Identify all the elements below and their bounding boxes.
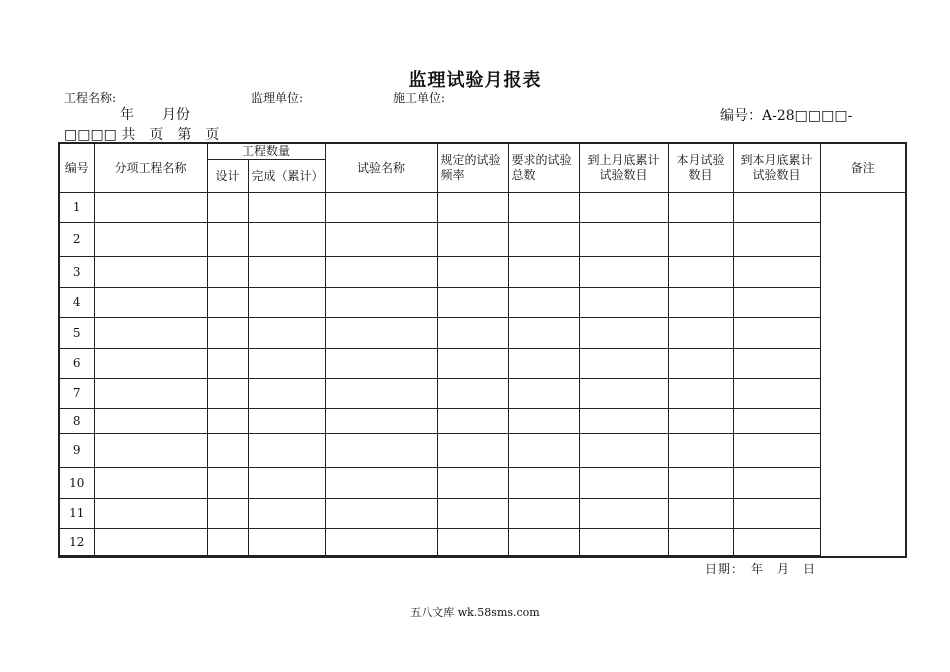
- table-cell: [94, 379, 207, 409]
- table-cell: [248, 288, 325, 318]
- table-cell: [508, 409, 579, 434]
- table-cell: [437, 288, 508, 318]
- table-cell: [207, 468, 248, 499]
- table-cell: [579, 257, 668, 288]
- remarks-cell: [820, 193, 906, 558]
- table-row: [59, 288, 906, 318]
- table-cell: [437, 223, 508, 257]
- table-cell: [207, 529, 248, 556]
- table-cell: [508, 468, 579, 499]
- table-cell: [248, 223, 325, 257]
- table-cell: [508, 349, 579, 379]
- table-cell: [508, 288, 579, 318]
- table-cell: [668, 468, 733, 499]
- table-cell: [437, 529, 508, 556]
- table-cell: [207, 318, 248, 349]
- table-cell: [733, 318, 820, 349]
- header-required-frequency: 规定的试验频率: [437, 143, 508, 193]
- table-cell: [508, 499, 579, 529]
- table-cell: [579, 529, 668, 556]
- table-cell: [325, 257, 437, 288]
- table-cell: [207, 193, 248, 223]
- table-cell: [668, 193, 733, 223]
- table-cell: [325, 379, 437, 409]
- table-cell: [94, 223, 207, 257]
- table-row: [59, 529, 906, 556]
- row-number: 1: [59, 193, 94, 223]
- header-cumulative-this-month: 到本月底累计试验数目: [733, 143, 820, 193]
- table-cell: [508, 434, 579, 468]
- table-cell: [733, 288, 820, 318]
- table-cell: [733, 379, 820, 409]
- table-cell: [248, 468, 325, 499]
- header-design: 设计: [207, 160, 248, 193]
- table-cell: [94, 349, 207, 379]
- table-cell: [668, 257, 733, 288]
- project-name-label: 工程名称:: [64, 91, 117, 105]
- table-cell: [248, 409, 325, 434]
- table-cell: [207, 288, 248, 318]
- table-cell: [437, 379, 508, 409]
- table-cell: [207, 499, 248, 529]
- table-cell: [94, 409, 207, 434]
- table-cell: [508, 379, 579, 409]
- table-cell: [579, 193, 668, 223]
- table-cell: [248, 434, 325, 468]
- table-cell: [668, 434, 733, 468]
- table-row: [59, 193, 906, 223]
- row-number: 11: [59, 499, 94, 529]
- table-cell: [325, 318, 437, 349]
- table-row: [59, 434, 906, 468]
- table-cell: [508, 223, 579, 257]
- supervisor-label: 监理单位:: [251, 91, 304, 105]
- table-cell: [325, 288, 437, 318]
- table-cell: [733, 257, 820, 288]
- table-cell: [668, 223, 733, 257]
- table-row: [59, 318, 906, 349]
- table-cell: [579, 409, 668, 434]
- table-cell: [325, 193, 437, 223]
- table-row: [59, 349, 906, 379]
- table-cell: [207, 379, 248, 409]
- header-remarks: 备注: [820, 143, 906, 193]
- table-cell: [733, 529, 820, 556]
- row-number: 6: [59, 349, 94, 379]
- table-cell: [207, 409, 248, 434]
- table-cell: [325, 409, 437, 434]
- row-number: 4: [59, 288, 94, 318]
- table-cell: [579, 223, 668, 257]
- table-cell: [248, 529, 325, 556]
- table-cell: [248, 193, 325, 223]
- table-cell: [508, 193, 579, 223]
- table-cell: [207, 434, 248, 468]
- table-cell: [668, 318, 733, 349]
- table-spacer: [59, 556, 820, 558]
- table-cell: [325, 434, 437, 468]
- table-tail: [59, 556, 906, 558]
- table-cell: [437, 257, 508, 288]
- row-number: 8: [59, 409, 94, 434]
- table-cell: [508, 257, 579, 288]
- table-row: [59, 379, 906, 409]
- table-cell: [733, 349, 820, 379]
- form-code: 编号：A-28□□□□-: [720, 108, 853, 124]
- table-cell: [437, 468, 508, 499]
- table-cell: [94, 499, 207, 529]
- row-number: 9: [59, 434, 94, 468]
- header-sub-project: 分项工程名称: [94, 143, 207, 193]
- table-cell: [325, 223, 437, 257]
- table-cell: [437, 499, 508, 529]
- row-number: 2: [59, 223, 94, 257]
- table-cell: [94, 193, 207, 223]
- table-cell: [248, 499, 325, 529]
- row-number: 10: [59, 468, 94, 499]
- date-label: 日期： 年 月 日: [705, 562, 817, 576]
- table-cell: [579, 288, 668, 318]
- table-cell: [248, 379, 325, 409]
- table-row: [59, 499, 906, 529]
- table-cell: [248, 257, 325, 288]
- table-cell: [248, 349, 325, 379]
- table-cell: [94, 257, 207, 288]
- table-cell: [579, 434, 668, 468]
- table-cell: [508, 529, 579, 556]
- row-number: 5: [59, 318, 94, 349]
- table-cell: [733, 499, 820, 529]
- contractor-label: 施工单位:: [393, 91, 446, 105]
- header-quantity: 工程数量: [207, 143, 325, 160]
- table-cell: [579, 318, 668, 349]
- table-cell: [668, 499, 733, 529]
- table-row: [59, 409, 906, 434]
- table-cell: [733, 193, 820, 223]
- table-cell: [207, 223, 248, 257]
- page-info: □□□□ 共 页 第 页: [64, 127, 220, 143]
- table-cell: [94, 529, 207, 556]
- header-index: 编号: [59, 143, 94, 193]
- table-cell: [579, 468, 668, 499]
- page-title: 监理试验月报表: [408, 70, 542, 91]
- table-row: [59, 223, 906, 257]
- table-cell: [94, 288, 207, 318]
- table-cell: [579, 379, 668, 409]
- row-number: 7: [59, 379, 94, 409]
- row-number: 3: [59, 257, 94, 288]
- table-cell: [437, 349, 508, 379]
- header-required-total: 要求的试验总数: [508, 143, 579, 193]
- row-number: 12: [59, 529, 94, 556]
- table-cell: [733, 409, 820, 434]
- table-cell: [668, 349, 733, 379]
- table-cell: [325, 529, 437, 556]
- table-row: [59, 468, 906, 499]
- header-this-month: 本月试验数目: [668, 143, 733, 193]
- table-cell: [668, 288, 733, 318]
- monthly-test-table: [58, 142, 907, 558]
- table-cell: [207, 257, 248, 288]
- table-cell: [733, 434, 820, 468]
- table-cell: [325, 468, 437, 499]
- table-cell: [437, 434, 508, 468]
- year-month-label: 年 月份: [120, 107, 190, 123]
- footer-watermark: 五八文库 wk.58sms.com: [410, 606, 540, 619]
- table-cell: [437, 318, 508, 349]
- table-cell: [207, 349, 248, 379]
- table-cell: [325, 499, 437, 529]
- header-cumulative-last-month: 到上月底累计试验数目: [579, 143, 668, 193]
- table-cell: [437, 193, 508, 223]
- table-row: [59, 257, 906, 288]
- table-cell: [94, 434, 207, 468]
- table-cell: [325, 349, 437, 379]
- table-cell: [248, 318, 325, 349]
- table-cell: [668, 379, 733, 409]
- table-cell: [508, 318, 579, 349]
- table-cell: [94, 318, 207, 349]
- table-cell: [668, 409, 733, 434]
- table-cell: [733, 223, 820, 257]
- header-completed: 完成（累计）: [248, 160, 325, 193]
- table-cell: [579, 349, 668, 379]
- table-cell: [733, 468, 820, 499]
- table-cell: [94, 468, 207, 499]
- header-test-name: 试验名称: [325, 143, 437, 193]
- table-cell: [668, 529, 733, 556]
- table-cell: [579, 499, 668, 529]
- table-cell: [437, 409, 508, 434]
